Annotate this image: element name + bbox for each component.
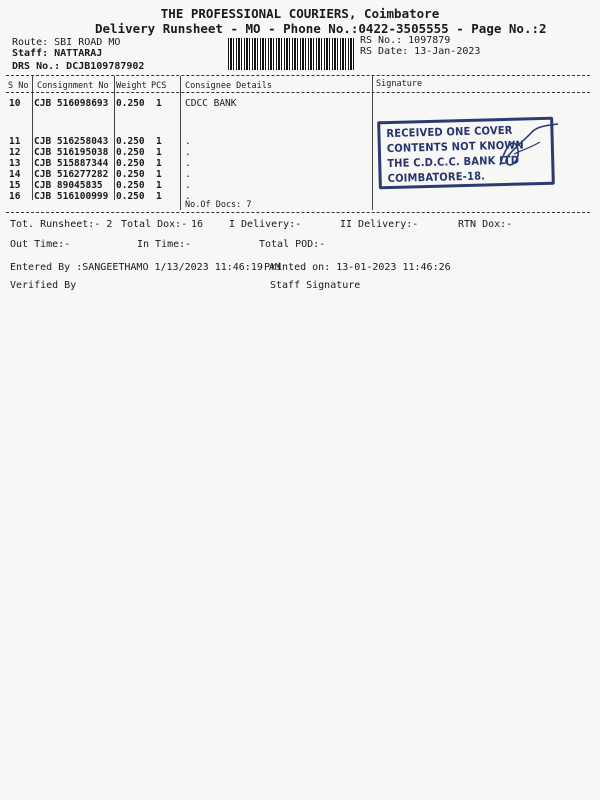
row-consignee: .: [185, 169, 191, 180]
row-sno: 14: [9, 169, 21, 180]
row-sno: 15: [9, 180, 21, 191]
stamp-line: RECEIVED ONE COVER: [386, 123, 513, 141]
row-consignment: CJB 516100999: [34, 191, 109, 202]
rtn-dox: RTN Dox:-: [458, 219, 513, 230]
row-pcs: 1: [156, 191, 162, 202]
row-consignment: CJB 516195038: [34, 147, 109, 158]
route-label: Route: SBI ROAD MO: [12, 37, 121, 48]
row-consignment: CJB 516098693: [34, 98, 109, 109]
col-divider: [180, 76, 181, 210]
row-sno: 11: [9, 136, 21, 147]
ii-delivery: II Delivery:-: [340, 219, 419, 230]
total-dox-value: 16: [191, 219, 204, 230]
drs-number: DRS No.: DCJB109787902: [12, 61, 145, 72]
verified-by: Verified By: [10, 280, 77, 291]
total-pod: Total POD:-: [259, 239, 326, 250]
col-header-consignment: Consignment No: [37, 81, 109, 91]
printed-on: Printed on: 13-01-2023 11:46:26: [264, 262, 451, 273]
row-pcs: 1: [156, 158, 162, 169]
row-consignee: .: [185, 191, 191, 202]
row-weight: 0.250: [116, 98, 145, 109]
row-weight: 0.250: [116, 158, 145, 169]
col-header-sno: S No: [8, 81, 29, 91]
row-consignee: .: [185, 136, 191, 147]
staff-signature: Staff Signature: [270, 280, 361, 291]
table-header-divider: [6, 92, 590, 93]
row-pcs: 1: [156, 147, 162, 158]
in-time: In Time:-: [137, 239, 192, 250]
stamp-line: COIMBATORE-18.: [387, 169, 486, 186]
company-title: THE PROFESSIONAL COURIERS, Coimbatore: [160, 6, 440, 21]
runsheet-title: Delivery Runsheet - MO - Phone No.:0422-3505555 - Page No.:2: [95, 21, 547, 36]
no-of-docs: No.Of Docs: 7: [185, 200, 252, 210]
row-consignee: CDCC BANK: [185, 98, 237, 109]
staff-label: Staff: NATTARAJ: [12, 48, 103, 59]
stamp-line: CONTENTS NOT KNOWN: [386, 138, 525, 156]
col-header-pcs: PCS: [151, 81, 167, 91]
total-dox-label: Total Dox:-: [121, 219, 188, 230]
row-weight: 0.250: [116, 147, 145, 158]
row-consignee: .: [185, 147, 191, 158]
col-divider: [32, 76, 33, 200]
rs-number: RS No.: 1097879: [360, 35, 451, 46]
row-weight: 0.250: [116, 180, 145, 191]
row-sno: 13: [9, 158, 21, 169]
barcode: [228, 38, 354, 70]
handwritten-signature: [470, 120, 565, 180]
stamp-line: THE C.D.C.C. BANK LTD: [387, 153, 520, 171]
entered-by: Entered By :SANGEETHAMO 1/13/2023 11:46:19 AM: [10, 262, 281, 273]
col-divider: [372, 76, 373, 210]
row-consignment: CJB 89045835: [34, 180, 103, 191]
tot-runsheet: Tot. Runsheet:- 2: [10, 219, 113, 230]
row-pcs: 1: [156, 98, 162, 109]
row-pcs: 1: [156, 169, 162, 180]
row-pcs: 1: [156, 136, 162, 147]
row-pcs: 1: [156, 180, 162, 191]
row-weight: 0.250: [116, 136, 145, 147]
row-sno: 10: [9, 98, 21, 109]
table-top-divider: [6, 75, 590, 76]
row-weight: 0.250: [116, 169, 145, 180]
table-bottom-divider: [6, 212, 590, 213]
row-consignment: CJB 516258043: [34, 136, 109, 147]
col-header-signature: Signature: [376, 79, 423, 89]
row-consignee: .: [185, 158, 191, 169]
row-consignment: CJB 515887344: [34, 158, 109, 169]
row-consignment: CJB 516277282: [34, 169, 109, 180]
i-delivery: I Delivery:-: [229, 219, 302, 230]
out-time: Out Time:-: [10, 239, 71, 250]
row-sno: 12: [9, 147, 21, 158]
col-divider: [114, 76, 115, 200]
row-sno: 16: [9, 191, 21, 202]
row-consignee: .: [185, 180, 191, 191]
col-header-weight: Weight: [116, 81, 147, 91]
col-header-consignee: Consignee Details: [185, 81, 272, 91]
rs-date: RS Date: 13-Jan-2023: [360, 46, 481, 57]
row-weight: 0.250: [116, 191, 145, 202]
